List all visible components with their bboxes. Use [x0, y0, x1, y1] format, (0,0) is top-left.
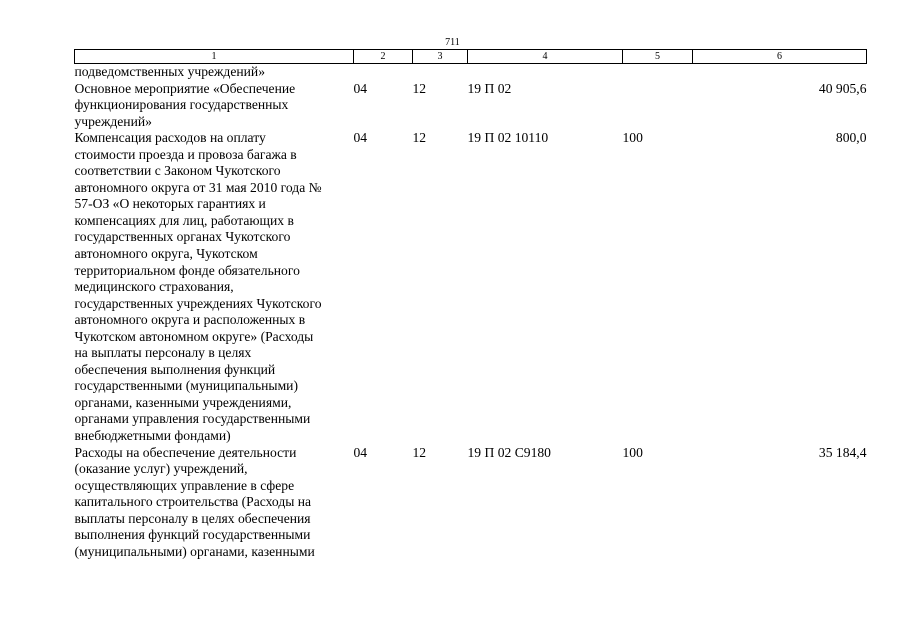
- description-line: Расходы на обеспечение деятельности: [74, 444, 297, 460]
- description-line: 57-ОЗ «О некоторых гарантиях и: [74, 196, 266, 212]
- row-description: [75, 81, 354, 131]
- row-description: [75, 445, 354, 561]
- continuation-text: подведомственных учреждений»: [74, 64, 265, 79]
- description-line: (оказание услуг) учреждений,: [74, 461, 248, 477]
- description-line: учреждений»: [74, 113, 152, 129]
- row-description: [75, 130, 354, 444]
- subsection-code: 12: [412, 130, 427, 146]
- column-header-2: 2: [354, 50, 413, 64]
- amount-value: 800,0: [835, 130, 867, 146]
- description-line: (муниципальными) органами, казенными: [74, 543, 315, 559]
- description-line: компенсациях для лиц, работающих в: [74, 212, 294, 228]
- description-line: государственных органах Чукотского: [74, 229, 291, 245]
- description-line: автономного округа от 31 мая 2010 года №: [74, 179, 322, 195]
- page-number: 711: [445, 37, 460, 48]
- description-line: автономного округа и расположенных в: [74, 312, 306, 328]
- target-article-code: 19 П 02 С9180: [467, 444, 551, 460]
- description-line: органами управления государственными: [74, 411, 311, 427]
- budget-table: [74, 49, 867, 560]
- target-article-code: 19 П 02: [467, 80, 512, 96]
- target-article-code: 19 П 02 10110: [467, 130, 549, 146]
- description-line: автономного округа, Чукотском: [74, 246, 258, 262]
- table-header-row: [75, 50, 867, 64]
- table-row: [75, 81, 867, 131]
- description-line: капитального строительства (Расходы на: [74, 494, 312, 510]
- description-line: территориальном фонде обязательного: [74, 262, 300, 278]
- column-header-1: 1: [75, 50, 354, 64]
- description-line: обеспечения выполнения функций: [74, 361, 276, 377]
- description-line: внебюджетными фондами): [74, 428, 231, 444]
- description-line: на выплаты персоналу в целях: [74, 345, 252, 361]
- description-line: функционирования государственных: [74, 97, 289, 113]
- continuation-row: [75, 64, 867, 81]
- description-line: государственными (муниципальными): [74, 378, 298, 394]
- description-line: органами, казенными учреждениями,: [74, 394, 292, 410]
- table-row: [75, 130, 867, 444]
- description-line: выполнения функций государственными: [74, 527, 311, 543]
- description-line: медицинского страхования,: [74, 279, 234, 295]
- column-header-4: 4: [468, 50, 623, 64]
- subsection-code: 12: [412, 444, 427, 460]
- expense-type-code: 100: [622, 444, 643, 460]
- table-row: [75, 445, 867, 561]
- column-header-5: 5: [623, 50, 693, 64]
- expense-type-code: [623, 81, 693, 131]
- section-code: 04: [353, 130, 368, 146]
- amount-value: 40 905,6: [818, 80, 867, 96]
- column-header-6: 6: [693, 50, 867, 64]
- section-code: 04: [353, 444, 368, 460]
- description-line: Чукотском автономном округе» (Расходы: [74, 328, 314, 344]
- description-line: Компенсация расходов на оплату: [74, 130, 266, 146]
- description-line: государственных учреждениях Чукотского: [74, 295, 322, 311]
- description-line: осуществляющих управление в сфере: [74, 477, 295, 493]
- amount-value: 35 184,4: [818, 444, 867, 460]
- description-line: Основное мероприятие «Обеспечение: [74, 80, 296, 96]
- description-line: выплаты персоналу в целях обеспечения: [74, 510, 311, 526]
- expense-type-code: 100: [622, 130, 643, 146]
- section-code: 04: [353, 80, 368, 96]
- description-line: стоимости проезда и провоза багажа в: [74, 146, 297, 162]
- subsection-code: 12: [412, 80, 427, 96]
- column-header-3: 3: [413, 50, 468, 64]
- description-line: соответствии с Законом Чукотского: [74, 163, 281, 179]
